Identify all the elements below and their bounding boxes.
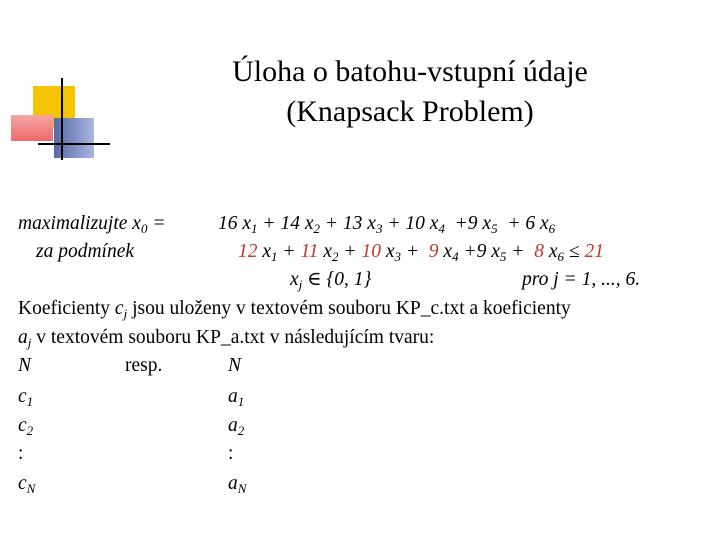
slide-title <box>110 52 710 132</box>
format-right-1 <box>228 385 244 409</box>
objective-term: + 14 x <box>262 213 314 234</box>
constraint-var: x <box>438 241 453 262</box>
format-item: c <box>18 386 27 407</box>
format-item: c <box>18 473 27 494</box>
description-text: v textovém souboru KP_a.txt v následujícím tvaru: <box>31 327 435 348</box>
objective-line <box>18 212 165 236</box>
objective-term-sub: 5 <box>491 221 498 236</box>
format-item-sub: 1 <box>26 394 34 409</box>
constraint-op: + <box>343 241 362 262</box>
objective-term-sub: 6 <box>548 221 556 236</box>
constraint-var: x <box>257 241 272 262</box>
deco-blue-square <box>54 118 94 158</box>
format-item-sub: N <box>237 481 247 496</box>
constraint-coef: 11 <box>300 241 319 262</box>
format-item: : <box>18 443 24 464</box>
description-text: Koeficienty <box>18 298 115 319</box>
format-left-0 <box>18 354 31 378</box>
format-item: : <box>228 443 234 464</box>
format-item-sub: 2 <box>237 423 245 438</box>
format-left-4 <box>18 472 35 496</box>
constraint-var-sub: 5 <box>499 249 507 264</box>
objective-term: +9 x <box>454 213 492 234</box>
constraint-coef: 8 <box>534 241 544 262</box>
objective-term: + 10 x <box>387 213 439 234</box>
constraint-var-sub: 4 <box>452 249 459 264</box>
constraint-var-sub: 6 <box>557 249 564 264</box>
constraint-coef: 10 <box>361 241 381 262</box>
format-item: N <box>18 355 32 376</box>
format-right-3 <box>228 442 233 466</box>
format-right-4 <box>228 472 246 496</box>
constraint-var: x <box>543 241 558 262</box>
format-item-sub: N <box>26 481 36 496</box>
objective-term-sub: 4 <box>438 221 445 236</box>
format-left-3 <box>18 442 23 466</box>
description-line-2 <box>18 326 434 350</box>
objective-label: maximalizujte x <box>18 213 141 234</box>
format-left-1 <box>18 385 33 409</box>
deco-red-square <box>11 115 53 141</box>
constraint-var: x <box>380 241 395 262</box>
objective-label-sub: 0 <box>140 221 148 236</box>
format-right-2 <box>228 414 244 438</box>
constraint-var: x <box>318 241 333 262</box>
description-var: c <box>114 298 124 319</box>
deco-vertical-line <box>61 78 63 160</box>
constraint-op: + <box>506 241 530 262</box>
constraint-op: +9 x <box>458 241 500 262</box>
format-right-0 <box>228 354 241 378</box>
description-var: a <box>18 327 28 348</box>
objective-term-sub: 2 <box>313 221 320 236</box>
format-item: a <box>228 386 238 407</box>
domain-expression <box>290 268 371 292</box>
format-item: c <box>18 415 27 436</box>
format-item: a <box>228 415 238 436</box>
deco-horizontal-line <box>38 143 110 145</box>
objective-eq: = <box>147 213 166 234</box>
domain-var-sub: j <box>298 277 303 292</box>
objective-term-sub: 3 <box>375 221 383 236</box>
description-text: jsou uloženy v textovém souboru KP_c.txt a koeficienty <box>127 298 571 319</box>
constraint-var-sub: 2 <box>332 249 339 264</box>
format-item-sub: 1 <box>237 394 245 409</box>
format-item: a <box>228 473 238 494</box>
objective-terms <box>218 212 555 236</box>
constraint-var-sub: 1 <box>271 249 278 264</box>
constraint-coef: 12 <box>238 241 258 262</box>
domain-forall: pro j = 1, ..., 6. <box>522 269 641 290</box>
constraint-op: + <box>401 241 424 262</box>
title-line-1: Úloha o batohu-vstupní údaje <box>232 55 588 88</box>
objective-term-sub: 1 <box>251 221 258 236</box>
domain-set: ∈ {0, 1} <box>302 269 372 290</box>
constraint-label: za podmínek <box>36 241 135 262</box>
constraint-op: + <box>282 241 301 262</box>
objective-term: + 13 x <box>324 213 376 234</box>
description-var-sub: j <box>27 335 32 350</box>
objective-term: + 6 x <box>507 213 549 234</box>
constraint-var-sub: 3 <box>394 249 401 264</box>
title-line-2: (Knapsack Problem) <box>286 95 534 128</box>
constraint-rhs: 21 <box>584 241 604 262</box>
format-resp: resp. <box>125 355 163 376</box>
description-var-sub: j <box>123 306 128 321</box>
constraint-leq: ≤ <box>563 241 585 262</box>
format-item: N <box>228 355 242 376</box>
objective-term: 16 x <box>218 213 252 234</box>
format-left-2 <box>18 414 33 438</box>
format-item-sub: 2 <box>26 423 34 438</box>
description-line-1 <box>18 297 571 321</box>
constraint-expression <box>238 240 604 264</box>
constraint-coef: 9 <box>428 241 439 262</box>
domain-var: x <box>290 269 299 290</box>
